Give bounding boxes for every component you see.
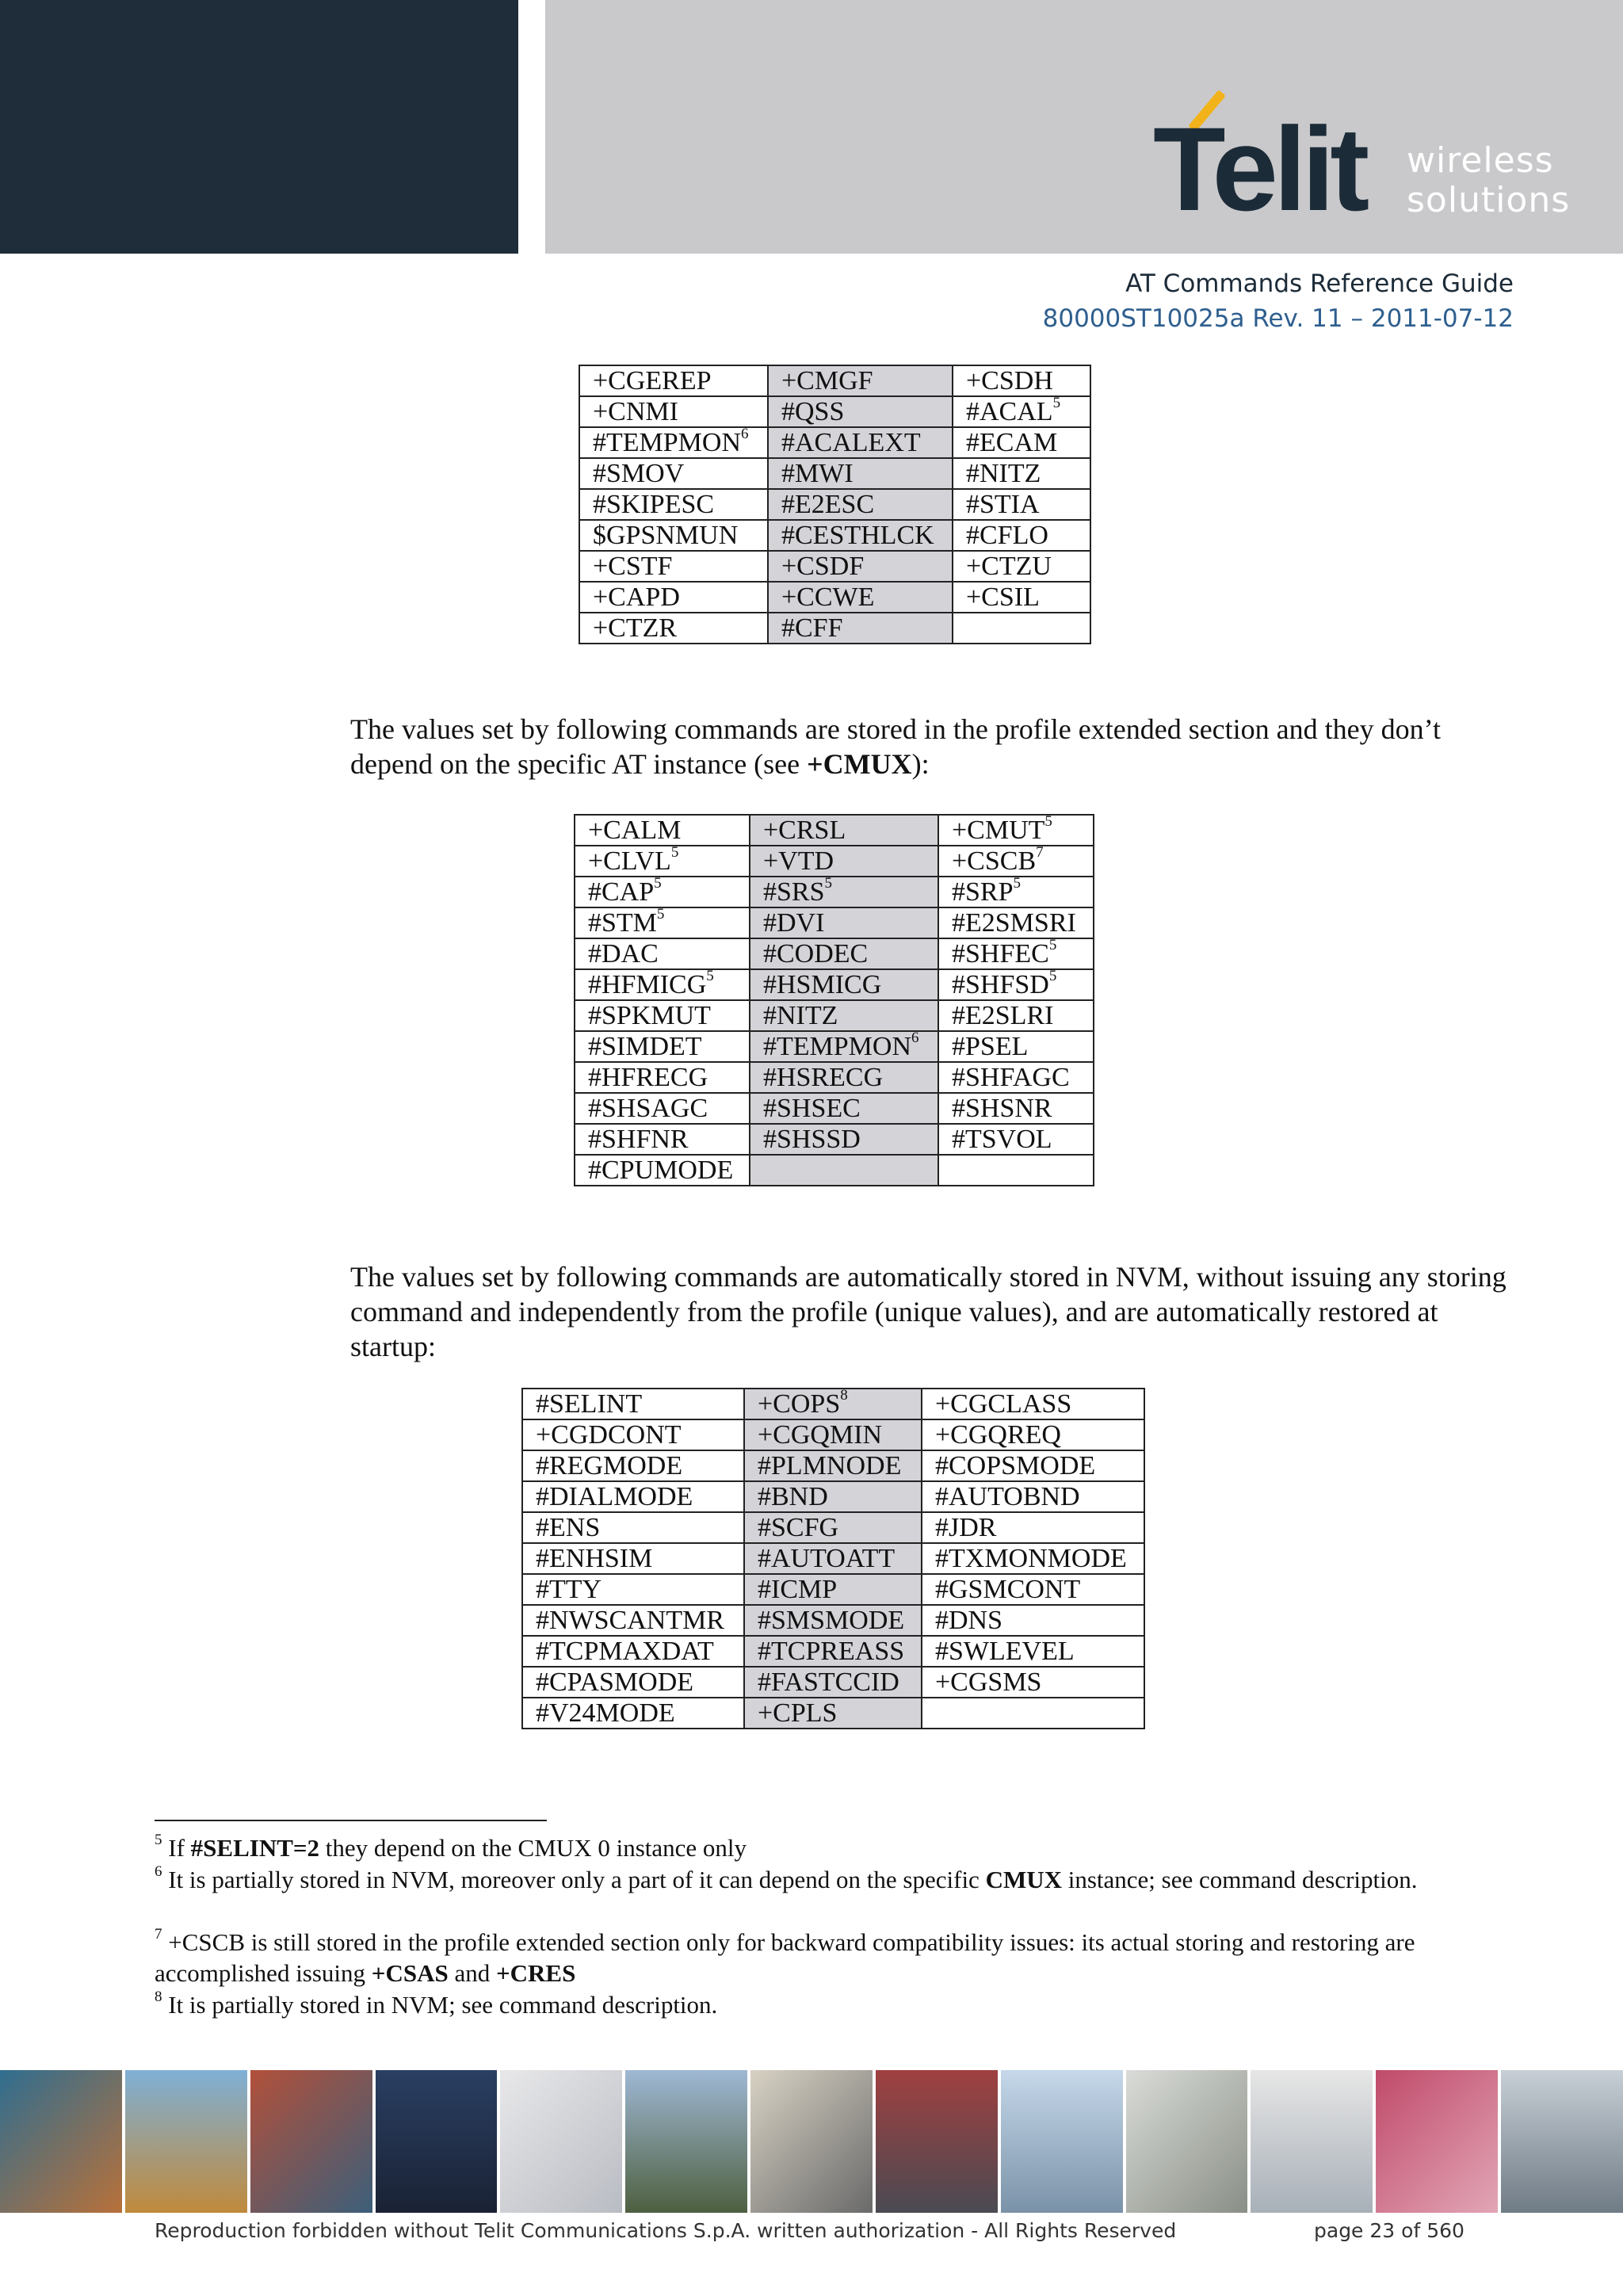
table-cell [522, 1667, 744, 1698]
command-name: #JDR [935, 1513, 997, 1542]
table-cell [938, 1155, 1094, 1186]
table-cell [938, 1124, 1094, 1155]
command-name: #TCPMAXDAT [536, 1637, 714, 1666]
command-name: +CGCLASS [935, 1389, 1072, 1419]
command-name: +CPLS [758, 1698, 838, 1728]
command-name: #ECAM [966, 428, 1058, 457]
table-cell [522, 1698, 744, 1729]
photo-tile [750, 2070, 876, 2213]
table-cell [744, 1574, 922, 1605]
command-name: #REGMODE [536, 1451, 683, 1480]
table-row [522, 1574, 1144, 1605]
command-name: #HSMICG [763, 970, 882, 999]
logo-tagline [1407, 141, 1570, 220]
footnote-6: $^6$ It is partially stored in NVM, moreover only a part of it can depend on the specific CMUX instance; see command description. [155, 1862, 1418, 1893]
command-name: +CSDF [781, 552, 865, 581]
telit-logo [1153, 79, 1597, 235]
table-cell [922, 1512, 1144, 1543]
command-name: #SMOV [593, 459, 685, 488]
table-row [575, 1124, 1094, 1155]
photo-tile [250, 2070, 376, 2213]
command-name: +CALM [588, 816, 682, 845]
table-cell [522, 1636, 744, 1667]
command-name: #TCPREASS [758, 1637, 905, 1666]
table-row [522, 1389, 1144, 1419]
photo-tile [1001, 2070, 1126, 2213]
footnote-separator [155, 1820, 547, 1821]
table-row [579, 489, 1090, 520]
command-name: #SELINT [536, 1389, 643, 1419]
command-name: +CNMI [593, 397, 678, 426]
table-row [575, 938, 1094, 969]
footer-photo-strip [0, 2070, 1623, 2213]
table-cell [953, 427, 1090, 458]
photo-tile [376, 2070, 501, 2213]
table-row [575, 1093, 1094, 1124]
table-cell [579, 613, 768, 644]
command-name: #DAC [588, 939, 659, 968]
table-profile-commands [579, 365, 1091, 644]
table-cell [744, 1512, 922, 1543]
table-row [575, 846, 1094, 877]
table-cell [750, 815, 938, 846]
table-cell [922, 1667, 1144, 1698]
table-row [522, 1512, 1144, 1543]
table-cell [938, 1093, 1094, 1124]
command-name: +CSIL [966, 583, 1040, 612]
table-cell [575, 874, 750, 907]
table-cell [750, 1031, 938, 1062]
footnote-ref: 6 [911, 1029, 919, 1046]
table-cell [575, 1155, 750, 1186]
table-row [579, 613, 1090, 644]
footnote-7: $^7$ +CSCB is still stored in the profile extended section only for backward compatibility issues: its actual storing and restoring are accomplished issuing +CSAS and +CRES [155, 1925, 1415, 1987]
table-cell [953, 458, 1090, 489]
command-name: #SKIPESC [593, 490, 715, 519]
table-cell [522, 1543, 744, 1574]
table-cell [522, 1605, 744, 1636]
command-name: #E2SMSRI [952, 908, 1076, 938]
table-row [575, 877, 1094, 907]
command-name: #NITZ [966, 459, 1041, 488]
table-cell [522, 1574, 744, 1605]
table-cell [922, 1543, 1144, 1574]
table-row [579, 396, 1090, 427]
command-name: #TTY [536, 1575, 602, 1604]
table-cell [922, 1574, 1144, 1605]
table-cell [938, 1062, 1094, 1093]
table-row [575, 1031, 1094, 1062]
command-name: +CGQMIN [758, 1420, 883, 1450]
photo-tile [876, 2070, 1001, 2213]
table-cell [575, 938, 750, 969]
table-row [579, 458, 1090, 489]
footnote-ref: 5 [1013, 874, 1021, 892]
table-cell [768, 489, 953, 520]
table-cell [750, 907, 938, 938]
doc-title: AT Commands Reference Guide [1125, 269, 1514, 298]
table-cell [922, 1450, 1144, 1481]
command-name: +VTD [763, 846, 834, 876]
photo-tile [125, 2070, 250, 2213]
photo-tile [1126, 2070, 1251, 2213]
table-row [522, 1419, 1144, 1450]
table-cell [579, 520, 768, 551]
table-row [522, 1481, 1144, 1512]
command-name: #CODEC [763, 939, 869, 968]
table-cell [750, 969, 938, 1000]
command-name: #CESTHLCK [781, 521, 934, 550]
command-name: #E2SLRI [952, 1001, 1054, 1030]
table-cell [579, 489, 768, 520]
command-name: #QSS [781, 397, 845, 426]
command-name: #CFLO [966, 521, 1048, 550]
command-name: #V24MODE [536, 1698, 675, 1728]
command-name: +CGQREQ [935, 1420, 1061, 1450]
footnote-ref: 5 [824, 874, 832, 892]
footnote-ref: 5 [706, 967, 714, 984]
command-name: #STM [588, 908, 657, 938]
table-cell [768, 427, 953, 458]
table-row [579, 582, 1090, 613]
table-row [522, 1636, 1144, 1667]
command-name: $GPSNMUN [593, 521, 739, 550]
table-nvm-commands [521, 1388, 1145, 1729]
table-cell [922, 1419, 1144, 1450]
command-name: #TXMONMODE [935, 1544, 1127, 1573]
table-cell [575, 1124, 750, 1155]
table-cell [750, 874, 938, 907]
table-cell [579, 458, 768, 489]
footnote-ref: 6 [741, 425, 749, 442]
table-cell [953, 489, 1090, 520]
command-name: #SMSMODE [758, 1606, 905, 1635]
command-name: #SHFAGC [952, 1063, 1070, 1092]
table-row [575, 815, 1094, 846]
command-name: #PLMNODE [758, 1451, 902, 1480]
table-row [522, 1605, 1144, 1636]
table-cell [744, 1543, 922, 1574]
table-row [579, 520, 1090, 551]
command-name: #ICMP [758, 1575, 838, 1604]
table-cell [938, 969, 1094, 1000]
table-cell [750, 1093, 938, 1124]
command-name: #SPKMUT [588, 1001, 711, 1030]
footnote-8: $^8$ It is partially stored in NVM; see command description. [155, 1988, 718, 2019]
table-row [579, 365, 1090, 396]
command-name: #AUTOATT [758, 1544, 896, 1573]
command-name: #ACAL [966, 397, 1053, 426]
table-cell [953, 365, 1090, 396]
table-cell [938, 1031, 1094, 1062]
table-cell [953, 582, 1090, 613]
cmux-ref: +CMUX [807, 748, 912, 780]
command-name: #ENHSIM [536, 1544, 653, 1573]
command-name: #SHFEC [952, 939, 1049, 968]
footnote-ref: 5 [1048, 936, 1057, 953]
table-cell [575, 1031, 750, 1062]
command-name: #NWSCANTMR [536, 1606, 725, 1635]
command-name: #ACALEXT [781, 428, 921, 457]
footnote-ref: 5 [1052, 394, 1061, 411]
logo-tagline-line1: wireless [1407, 140, 1554, 181]
table-cell [579, 582, 768, 613]
table-cell [768, 582, 953, 613]
logo-wordmark: Telit [1153, 102, 1365, 235]
footer-copyright: Reproduction forbidden without Telit Communications S.p.A. written authorization - All Rights Reserved [155, 2219, 1177, 2242]
table-cell [922, 1389, 1144, 1419]
command-name: #NITZ [763, 1001, 838, 1030]
command-name: +COPS [758, 1389, 841, 1419]
table-cell [922, 1481, 1144, 1512]
paragraph-nvm-auto: The values set by following commands are automatically stored in NVM, without issuing any storing command and independently from the profile (unique values), and are automatically restored at startup: [350, 1261, 1507, 1362]
table-cell [579, 365, 768, 396]
command-name: +CTZU [966, 552, 1052, 581]
table-cell [744, 1481, 922, 1512]
command-name: #BND [758, 1482, 828, 1511]
photo-tile [1376, 2070, 1501, 2213]
photo-tile [1251, 2070, 1376, 2213]
command-name: #CFF [781, 613, 843, 643]
table-cell [575, 843, 750, 877]
footnote-5: $^5$ If #SELINT=2 they depend on the CMUX 0 instance only [155, 1831, 747, 1862]
table-row [579, 551, 1090, 582]
command-name: +CRSL [763, 816, 846, 845]
command-name: #HFMICG [588, 970, 707, 999]
command-name: #COPSMODE [935, 1451, 1096, 1480]
table-row [575, 1062, 1094, 1093]
table-cell [938, 843, 1094, 877]
command-name: +CGEREP [593, 366, 712, 395]
table-row [575, 969, 1094, 1000]
table-cell [575, 1062, 750, 1093]
table-cell [575, 1093, 750, 1124]
table-cell [922, 1698, 1144, 1729]
command-name: #SHSEC [763, 1094, 861, 1123]
table-cell [938, 907, 1094, 938]
command-name: #FASTCCID [758, 1668, 899, 1697]
footnote-ref: 8 [840, 1386, 848, 1404]
table-row [575, 907, 1094, 938]
command-name: #TEMPMON [763, 1032, 912, 1061]
command-name: #HSRECG [763, 1063, 884, 1092]
photo-tile [1501, 2070, 1623, 2213]
table-cell [522, 1512, 744, 1543]
photo-tile [0, 2070, 125, 2213]
command-name: +CCWE [781, 583, 875, 612]
table-cell [922, 1636, 1144, 1667]
command-name: #DIALMODE [536, 1482, 693, 1511]
command-name: #HFRECG [588, 1063, 708, 1092]
table-cell [744, 1698, 922, 1729]
command-name: +CSCB [952, 846, 1037, 876]
command-name: #STIA [966, 490, 1040, 519]
command-name: #SCFG [758, 1513, 839, 1542]
table-row [522, 1667, 1144, 1698]
table-cell [744, 1386, 922, 1419]
command-name: #CAP [588, 877, 655, 907]
footnote-ref: 5 [1044, 812, 1052, 830]
table-row [575, 1000, 1094, 1031]
command-name: #SHFSD [952, 970, 1049, 999]
table-cell [768, 551, 953, 582]
command-name: #CPUMODE [588, 1156, 734, 1185]
command-name: +CGDCONT [536, 1420, 682, 1450]
table-row [522, 1543, 1144, 1574]
table-cell [522, 1481, 744, 1512]
command-name: #SRS [763, 877, 825, 907]
table-cell [922, 1605, 1144, 1636]
table-cell [768, 458, 953, 489]
footnote-ref: 5 [1048, 967, 1057, 984]
command-name: #GSMCONT [935, 1575, 1081, 1604]
command-name: +CTZR [593, 613, 678, 643]
table-cell [953, 520, 1090, 551]
table-cell [744, 1605, 922, 1636]
command-name: #MWI [781, 459, 854, 488]
table-row [575, 1155, 1094, 1186]
table-cell [953, 551, 1090, 582]
table-cell [750, 1155, 938, 1186]
footnote-ref: 7 [1036, 843, 1044, 861]
table-cell [938, 812, 1094, 846]
table-cell [953, 613, 1090, 644]
table-cell [522, 1419, 744, 1450]
command-name: +CLVL [588, 846, 671, 876]
table-extended-profile-commands [574, 814, 1094, 1186]
command-name: +CMGF [781, 366, 873, 395]
table-cell [575, 969, 750, 1000]
command-name: #SRP [952, 877, 1014, 907]
table-cell [744, 1636, 922, 1667]
table-cell [750, 846, 938, 877]
command-name: #SHSNR [952, 1094, 1052, 1123]
command-name: #E2ESC [781, 490, 875, 519]
command-name: #ENS [536, 1513, 601, 1542]
photo-tile [625, 2070, 750, 2213]
table-row [522, 1450, 1144, 1481]
command-name: #SHSSD [763, 1125, 861, 1154]
footnote-ref: 5 [654, 874, 662, 892]
footnote-ref: 5 [670, 843, 679, 861]
command-name: #DNS [935, 1606, 1003, 1635]
command-name: #DVI [763, 908, 825, 938]
table-cell [579, 551, 768, 582]
command-name: #PSEL [952, 1032, 1029, 1061]
table-cell [522, 1389, 744, 1419]
doc-revision: 80000ST10025a Rev. 11 – 2011-07-12 [1042, 304, 1514, 333]
command-name: #TSVOL [952, 1125, 1052, 1154]
command-name: #SHFNR [588, 1125, 689, 1154]
command-name: #TEMPMON [593, 428, 742, 457]
command-name: +CMUT [952, 816, 1045, 845]
table-cell [522, 1450, 744, 1481]
table-cell [768, 396, 953, 427]
table-cell [953, 396, 1090, 427]
table-cell [750, 1000, 938, 1031]
command-name: #SIMDET [588, 1032, 702, 1061]
paragraph-extended-section: The values set by following commands are stored in the profile extended section and they don’t depend on the specific AT instance (see +CMUX): [350, 713, 1441, 780]
command-name: +CAPD [593, 583, 680, 612]
command-name: #SWLEVEL [935, 1637, 1075, 1666]
command-name: +CGSMS [935, 1668, 1042, 1697]
command-name: #AUTOBND [935, 1482, 1080, 1511]
photo-tile [500, 2070, 625, 2213]
table-cell [938, 1000, 1094, 1031]
table-cell [579, 427, 768, 458]
table-cell [768, 365, 953, 396]
command-name: +CSTF [593, 552, 673, 581]
table-cell [750, 1062, 938, 1093]
header-dark-panel [0, 0, 518, 254]
table-cell [750, 1124, 938, 1155]
page-number: page 23 of 560 [1314, 2219, 1465, 2242]
command-name: #CPASMODE [536, 1668, 694, 1697]
table-cell [575, 815, 750, 846]
table-cell [768, 613, 953, 644]
command-name: +CSDH [966, 366, 1053, 395]
table-cell [750, 938, 938, 969]
table-cell [938, 938, 1094, 969]
table-cell [744, 1419, 922, 1450]
table-cell [579, 396, 768, 427]
logo-tagline-line2: solutions [1407, 180, 1571, 220]
table-row [522, 1698, 1144, 1729]
table-row [579, 427, 1090, 458]
command-name: #SHSAGC [588, 1094, 708, 1123]
table-cell [744, 1450, 922, 1481]
table-cell [575, 907, 750, 938]
footnote-ref: 5 [656, 905, 665, 923]
table-cell [938, 874, 1094, 907]
table-cell [575, 1000, 750, 1031]
table-cell [768, 520, 953, 551]
table-cell [744, 1667, 922, 1698]
